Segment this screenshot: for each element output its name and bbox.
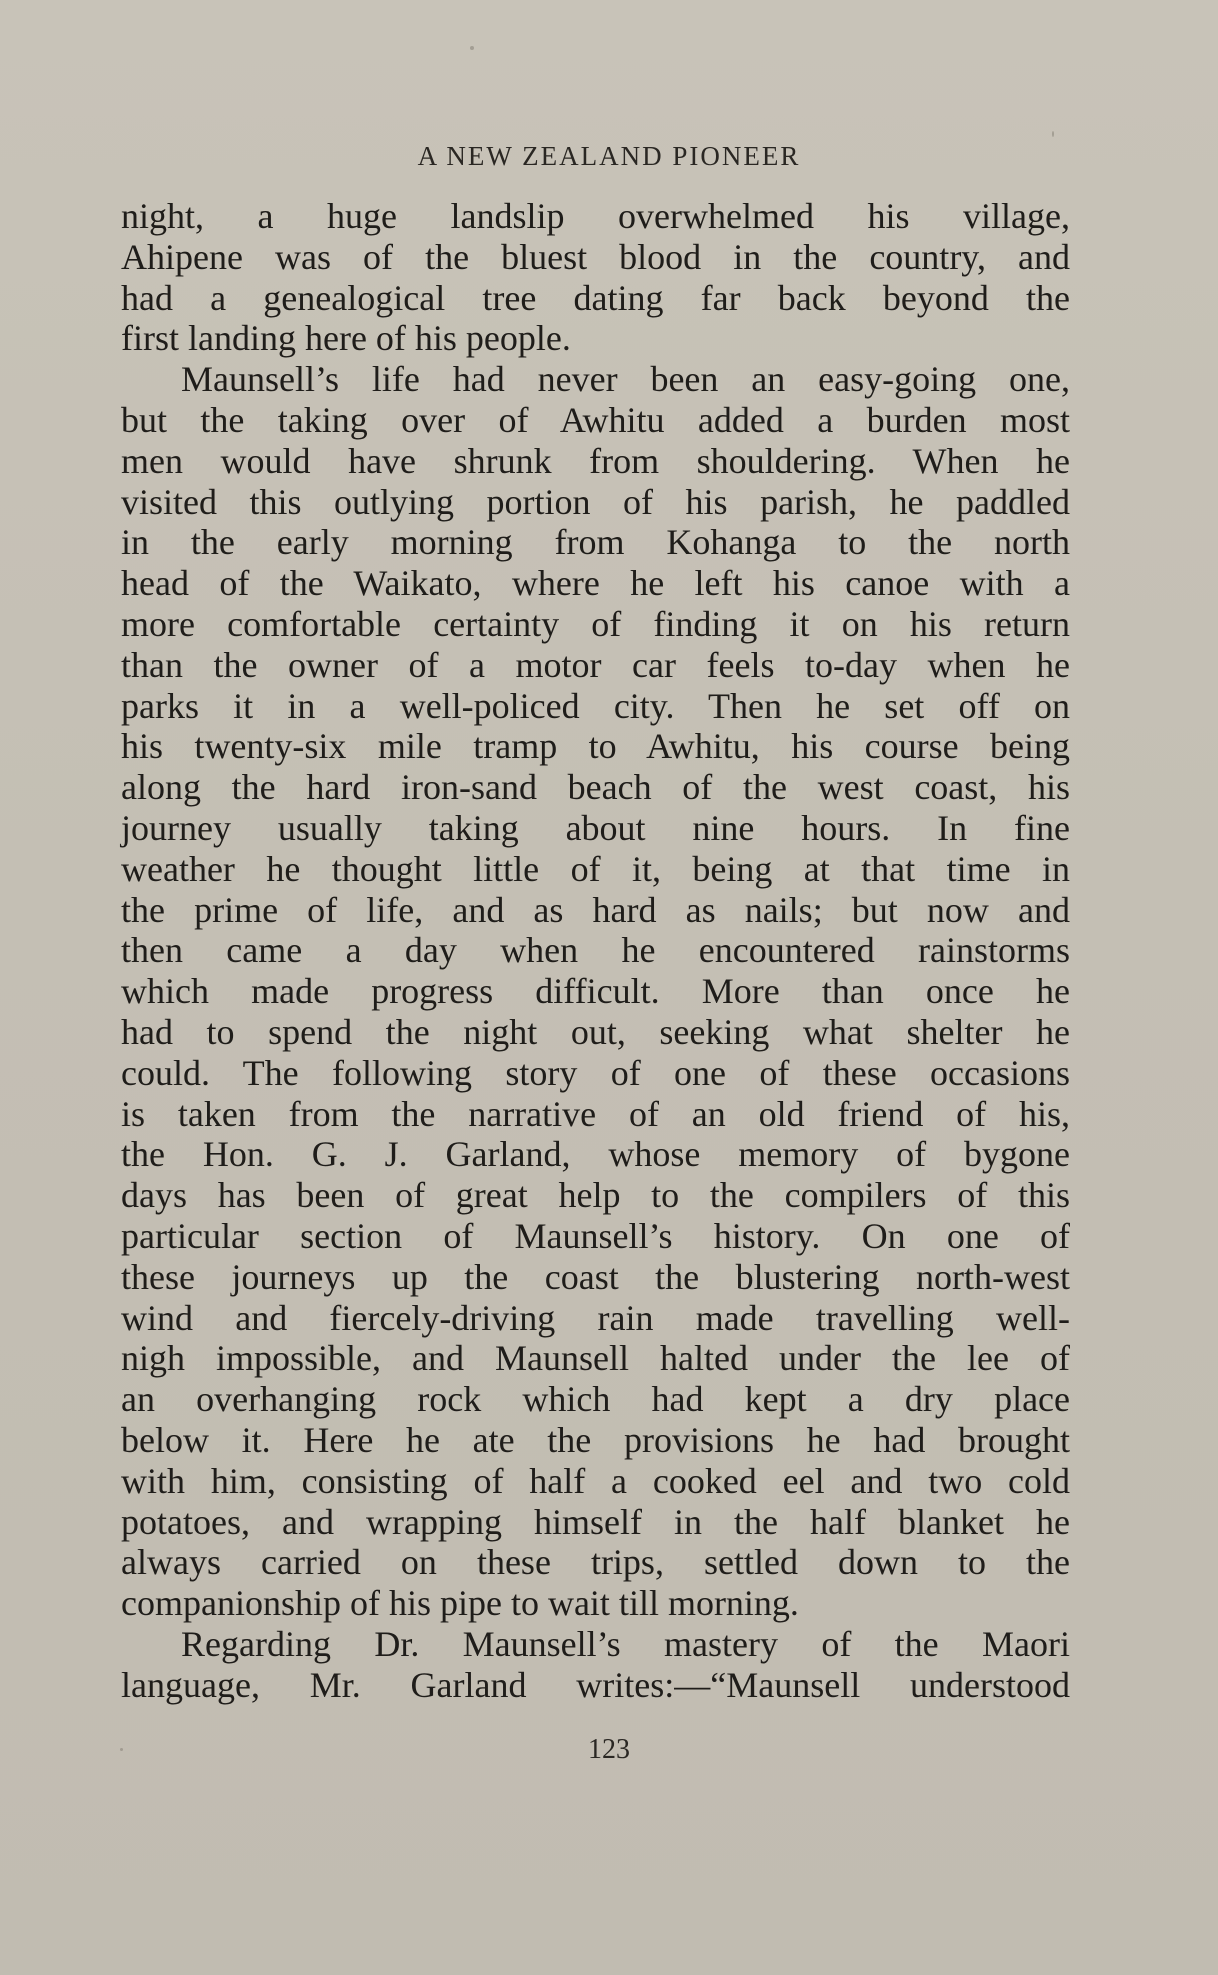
text-line: Ahipene was of the bluest blood in the country, and — [121, 236, 1070, 277]
text-line: the Hon. G. J. Garland, whose memory of bygone — [121, 1134, 1070, 1175]
text-line: first landing here of his people. — [121, 318, 571, 359]
text-line: is taken from the narrative of an old friend of his, — [121, 1093, 1070, 1134]
text-line: parks it in a well-policed city. Then he set off on — [121, 685, 1070, 726]
text-line: which made progress difficult. More than once he — [121, 971, 1070, 1012]
text-line: Maunsell’s life had never been an easy-going one, — [181, 359, 1070, 400]
text-line: had a genealogical tree dating far back beyond the — [121, 277, 1070, 318]
text-line: more comfortable certainty of finding it on his return — [121, 603, 1070, 644]
text-line: the prime of life, and as hard as nails; but now and — [121, 889, 1070, 930]
text-line: potatoes, and wrapping himself in the half blanket he — [121, 1501, 1070, 1542]
paper-speck — [470, 46, 474, 50]
text-line: men would have shrunk from shouldering. When he — [121, 440, 1070, 481]
text-line: had to spend the night out, seeking what shelter he — [121, 1011, 1070, 1052]
text-line: language, Mr. Garland writes:—“Maunsell understood — [121, 1664, 1070, 1705]
text-line: Regarding Dr. Maunsell’s mastery of the Maori — [181, 1623, 1070, 1664]
text-line: companionship of his pipe to wait till morning. — [121, 1583, 799, 1624]
text-line: then came a day when he encountered rainstorms — [121, 930, 1070, 971]
running-head: A NEW ZEALAND PIONEER — [417, 141, 801, 171]
text-line: wind and fiercely-driving rain made travelling well- — [121, 1297, 1070, 1338]
text-line: but the taking over of Awhitu added a burden most — [121, 399, 1070, 440]
text-line: night, a huge landslip overwhelmed his village, — [121, 196, 1070, 236]
text-line: his twenty-six mile tramp to Awhitu, his course being — [121, 726, 1070, 767]
text-line: along the hard iron-sand beach of the west coast, his — [121, 767, 1070, 808]
text-line: head of the Waikato, where he left his canoe with a — [121, 563, 1070, 604]
text-line: days has been of great help to the compilers of this — [121, 1175, 1070, 1216]
text-line: journey usually taking about nine hours. In fine — [121, 807, 1070, 848]
text-line: below it. Here he ate the provisions he had brought — [121, 1419, 1070, 1460]
text-line: with him, consisting of half a cooked eel and two cold — [121, 1460, 1070, 1501]
text-line: than the owner of a motor car feels to-day when he — [121, 644, 1070, 685]
body-text — [121, 196, 1070, 1705]
text-line: these journeys up the coast the blustering north-west — [121, 1256, 1070, 1297]
text-line: could. The following story of one of these occasions — [121, 1052, 1070, 1093]
page-number: 123 — [588, 1734, 630, 1765]
text-line: visited this outlying portion of his parish, he paddled — [121, 481, 1070, 522]
text-line: always carried on these trips, settled down to the — [121, 1542, 1070, 1583]
text-line: particular section of Maunsell’s history. On one of — [121, 1215, 1070, 1256]
text-line: an overhanging rock which had kept a dry place — [121, 1379, 1070, 1420]
paper-speck — [1052, 131, 1054, 137]
text-line: in the early morning from Kohanga to the north — [121, 522, 1070, 563]
text-line: weather he thought little of it, being at that time in — [121, 848, 1070, 889]
text-line: nigh impossible, and Maunsell halted under the lee of — [121, 1338, 1070, 1379]
